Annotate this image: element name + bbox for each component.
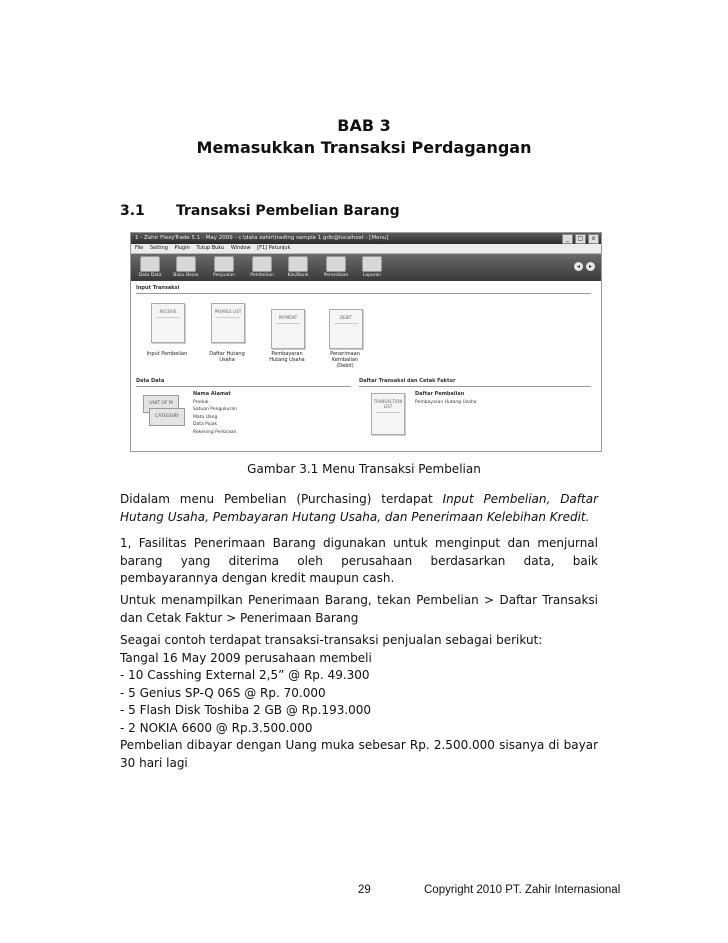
satuan-link[interactable]: Satuan Pengukuran xyxy=(193,407,237,412)
app-screenshot xyxy=(130,232,602,452)
category-card-icon[interactable]: CATEGORY xyxy=(149,408,185,426)
payable-list-doc-icon[interactable] xyxy=(211,303,245,343)
menu-window[interactable]: Window xyxy=(230,245,251,251)
toolbar-data-data[interactable] xyxy=(135,256,165,279)
rekening-link[interactable]: Rekening Perkiraan xyxy=(193,429,237,435)
toolbar-persediaan[interactable] xyxy=(321,256,351,279)
purchase-icon xyxy=(252,256,272,272)
report-list xyxy=(415,391,477,406)
divider xyxy=(136,293,591,294)
doc-label: TRANSACTION LIST xyxy=(373,399,403,409)
forward-button[interactable]: ▸ xyxy=(586,262,595,271)
mata-uang-link[interactable]: Mata Uang xyxy=(193,414,218,420)
paragraph-facility: 1, Fasilitas Penerimaan Barang digunakan untuk menginput dan menjurnal barang yang diterima oleh perusahaan berdasarkan data, baik pembayarannya dengan kredit maupun cash. xyxy=(120,536,598,585)
toolbar-label: Pembelian xyxy=(250,273,274,278)
nav-buttons xyxy=(574,262,595,271)
copyright: Copyright 2010 PT. Zahir Internasional xyxy=(424,884,621,896)
window-titlebar xyxy=(131,233,601,244)
data-panel-heading: Data Data xyxy=(136,378,165,384)
figure-caption: Gambar 3.1 Menu Transaksi Pembelian xyxy=(247,462,481,476)
pembayaran-hutang-link[interactable]: Pembayaran Hutang Usaha xyxy=(269,351,305,363)
module-toolbar xyxy=(131,254,601,281)
menu-tutup-buku[interactable]: Tutup Buku xyxy=(196,245,225,251)
data-icon xyxy=(140,256,160,272)
cash-icon xyxy=(288,256,308,272)
doc-lines xyxy=(334,323,358,324)
example-line: Seagai contoh terdapat transaksi-transaksi penjualan sebagai berikut: xyxy=(120,633,543,647)
doc-lines xyxy=(276,323,300,324)
back-button[interactable]: ◂ xyxy=(574,262,583,271)
nama-alamat-link[interactable]: Nama Alamat xyxy=(193,391,231,397)
paragraph-intro-italic: Input Pembelian, Daftar Hutang Usaha, Pembayaran Hutang Usaha, dan Penerimaan Kelebihan Kredit. xyxy=(120,492,599,524)
doc-label: PAYABLE LIST xyxy=(214,309,242,314)
sales-icon xyxy=(214,256,234,272)
debit-doc-icon[interactable] xyxy=(329,309,363,349)
menu-file[interactable]: File xyxy=(135,245,144,251)
data-list xyxy=(193,391,237,436)
produk-link[interactable]: Produk xyxy=(193,399,209,405)
toolbar-kas-bank[interactable] xyxy=(283,256,313,279)
doc-label: PAYMENT xyxy=(278,315,298,320)
paragraph-example xyxy=(120,632,598,772)
divider xyxy=(136,386,351,387)
divider xyxy=(359,386,591,387)
doc-label: RECEIVE xyxy=(159,309,177,314)
paragraph-steps: Untuk menampilkan Penerimaan Barang, tekan Pembelian > Daftar Transaksi dan Cetak Faktur > Penerimaan Barang xyxy=(120,593,598,625)
page-number: 29 xyxy=(358,884,371,896)
window-title: 1 - Zahir FlexyTrade 5.1 - May 2009 - c:\data zahir\trading sample 1.gdb@localhost - [Menu] xyxy=(135,235,389,241)
doc-lines xyxy=(376,412,400,413)
inventory-icon xyxy=(326,256,346,272)
menu-help[interactable]: [F1] Petunjuk xyxy=(257,245,291,251)
example-line: - 5 Flash Disk Toshiba 2 GB @ Rp.193.000 xyxy=(120,703,372,717)
receive-doc-icon[interactable] xyxy=(151,303,185,343)
payment-doc-icon[interactable] xyxy=(271,309,305,349)
example-payment-line: Pembelian dibayar dengan Uang muka sebesar Rp. 2.500.000 sisanya di bayar 30 hari lagi xyxy=(120,738,598,770)
report-icon xyxy=(362,256,382,272)
paragraph-intro xyxy=(120,491,598,526)
menu-bar xyxy=(131,244,601,254)
input-pembelian-link[interactable]: Input Pembelian xyxy=(146,351,188,357)
toolbar-penjualan[interactable] xyxy=(209,256,239,279)
pembayaran-hutang-usaha-link[interactable]: Pembayaran Hutang Usaha xyxy=(415,399,477,405)
data-pajak-link[interactable]: Data Pajak xyxy=(193,422,218,427)
example-line: - 5 Genius SP-Q 06S @ Rp. 70.000 xyxy=(120,685,326,700)
toolbar-label: Buku Besar xyxy=(173,273,199,278)
transaction-list-doc-icon[interactable] xyxy=(371,393,405,435)
toolbar-label: Kas/Bank xyxy=(287,273,309,278)
maximize-button[interactable]: □ xyxy=(575,234,586,244)
toolbar-label: Data Data xyxy=(138,273,162,278)
unit-card-icon[interactable]: UNIT OF M xyxy=(143,395,179,413)
toolbar-buku-besar[interactable] xyxy=(171,256,201,279)
toolbar-laporan[interactable] xyxy=(357,256,387,279)
example-line: Tangal 16 May 2009 perusahaan membeli xyxy=(120,650,372,665)
chapter-number: BAB 3 xyxy=(337,116,391,135)
input-panel-heading: Input Transaksi xyxy=(136,285,180,291)
report-panel-heading: Daftar Transaksi dan Cetak Faktur xyxy=(359,378,456,384)
example-line: - 10 Casshing External 2,5” @ Rp. 49.300 xyxy=(120,668,370,682)
penerimaan-kembalian-link[interactable]: Penerimaan Kembalian (Debit) xyxy=(330,351,360,369)
doc-lines xyxy=(216,317,240,318)
minimize-button[interactable]: _ xyxy=(562,234,573,244)
daftar-hutang-link[interactable]: Daftar Hutang Usaha xyxy=(209,351,245,363)
paragraph-intro-text: Didalam menu Pembelian (Purchasing) terdapat xyxy=(120,492,443,506)
toolbar-label: Persediaan xyxy=(323,273,349,278)
doc-lines xyxy=(156,317,180,318)
window-controls xyxy=(562,234,599,244)
toolbar-pembelian[interactable] xyxy=(247,256,277,279)
section-title: Transaksi Pembelian Barang xyxy=(176,203,400,219)
menu-plugin[interactable]: Plugin xyxy=(174,245,190,251)
example-line: - 2 NOKIA 6600 @ Rp.3.500.000 xyxy=(120,720,313,735)
toolbar-label: Laporan xyxy=(362,273,382,278)
doc-label: DEBIT xyxy=(340,315,352,320)
close-button[interactable]: x xyxy=(588,234,599,244)
menu-setting[interactable]: Setting xyxy=(149,245,168,251)
section-number: 3.1 xyxy=(120,203,145,219)
daftar-pembelian-link[interactable]: Daftar Pembelian xyxy=(415,391,465,397)
chapter-title: Memasukkan Transaksi Perdagangan xyxy=(196,138,532,157)
toolbar-label: Penjualan xyxy=(213,273,235,278)
ledger-icon xyxy=(176,256,196,272)
